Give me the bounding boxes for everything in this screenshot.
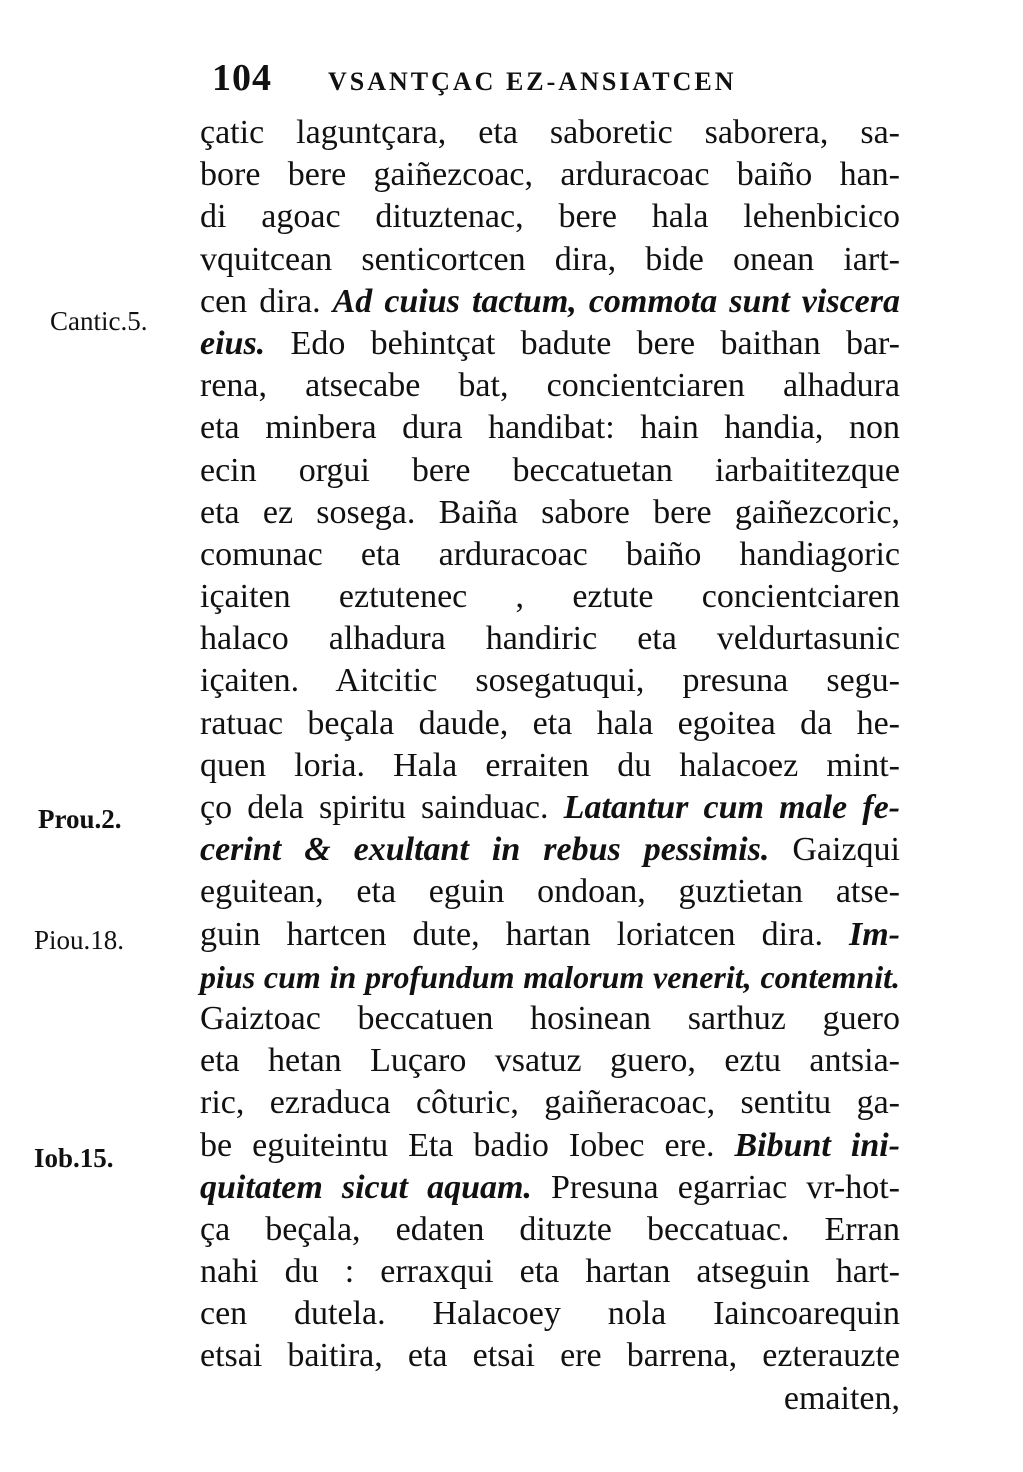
text-line (200, 618, 900, 660)
text-segment: comunac eta arduracoac baiño handiagoric (200, 535, 900, 573)
text-line (200, 956, 900, 998)
text-segment: içaiten eztutenec , eztute concientciaren (200, 578, 900, 616)
text-segment: içaiten. Aitcitic sosegatuqui, presuna segu- (200, 662, 900, 700)
margin-note-iob: Iob.15. (34, 1143, 114, 1173)
text-line (200, 829, 900, 871)
text-line (200, 450, 900, 492)
text-segment: Edo behintçat badute bere baithan bar- (265, 324, 900, 362)
text-segment: nahi du : erraxqui eta hartan atseguin hart- (200, 1253, 900, 1291)
text-line (200, 1082, 900, 1124)
text-line (200, 323, 900, 365)
latin-quote: Latantur cum male fe- (563, 789, 900, 826)
latin-quote: pius cum in profundum malorum venerit, contemnit. (200, 958, 900, 995)
text-line (200, 1040, 900, 1082)
body-text (200, 112, 900, 1420)
text-line (200, 196, 900, 238)
text-segment: di agoac dituztenac, bere hala lehenbicico (200, 198, 900, 236)
text-segment: cen dutela. Halacoey nola Iaincoarequin (200, 1295, 900, 1333)
text-line (200, 492, 900, 534)
text-segment: guin hartcen dute, hartan loriatcen dira. (200, 915, 849, 953)
text-line (200, 703, 900, 745)
text-segment: ecin orgui bere beccatuetan iarbaititezque (200, 451, 900, 489)
text-line (200, 1293, 900, 1335)
text-segment: quen loria. Hala erraiten du halacoez mint- (200, 746, 900, 784)
text-segment: halaco alhadura handiric eta veldurtasunic (200, 620, 900, 658)
text-line (200, 407, 900, 449)
text-segment: çatic laguntçara, eta saboretic saborera, sa- (200, 114, 900, 151)
text-segment: eta hetan Luçaro vsatuz guero, eztu antsia- (200, 1042, 900, 1080)
text-line (200, 365, 900, 407)
text-line (200, 787, 900, 829)
text-line (200, 745, 900, 787)
page-header (212, 56, 852, 100)
text-segment: Gaizqui (769, 831, 900, 869)
text-line (200, 534, 900, 576)
text-segment: cen dira. (200, 282, 333, 320)
latin-quote: cerint & exultant in rebus pessimis. (200, 831, 770, 869)
text-line (200, 660, 900, 702)
latin-quote: Bibunt ini- (734, 1126, 900, 1164)
text-segment: eta minbera dura handibat: hain handia, non (200, 409, 900, 447)
text-line (200, 154, 900, 196)
running-title: VSANTÇAC EZ-ANSIATCEN (328, 67, 737, 96)
text-line (200, 239, 900, 281)
text-line (200, 871, 900, 913)
text-line (200, 1125, 900, 1167)
text-line (200, 1209, 900, 1251)
text-segment: ço dela spiritu sainduac. (200, 789, 564, 826)
text-segment: emaiten, (783, 1379, 900, 1417)
text-segment: Gaiztoac beccatuen hosinean sarthuz guero (200, 999, 900, 1037)
text-segment: etsai baitira, eta etsai ere barrena, ezterauzte (200, 1337, 900, 1375)
text-segment: vquitcean senticortcen dira, bide onean iart- (200, 240, 900, 278)
margin-note-prou-18: Piou.18. (34, 925, 125, 955)
text-segment: ça beçala, edaten dituzte beccatuac. Erran (200, 1210, 900, 1248)
text-line (200, 1335, 900, 1377)
latin-quote: Im- (849, 915, 900, 953)
margin-note-cantic: Cantic.5. (50, 306, 148, 336)
text-line (200, 112, 900, 154)
text-line (200, 914, 900, 956)
text-segment: rena, atsecabe bat, concientciaren alhadura (200, 367, 900, 405)
margin-note-prou-2: Prou.2. (38, 804, 122, 834)
text-segment: ratuac beçala daude, eta hala egoitea da he- (200, 704, 900, 742)
text-segment: eguitean, eta eguin ondoan, guztietan atse- (200, 873, 900, 911)
text-segment: Presuna egarriac vr-hot- (531, 1168, 900, 1206)
text-segment: eta ez sosega. Baiña sabore bere gaiñezcoric, (200, 493, 900, 531)
text-segment: bore bere gaiñezcoac, arduracoac baiño han- (200, 156, 900, 194)
text-line (200, 998, 900, 1040)
text-line (200, 1251, 900, 1293)
page-number: 104 (212, 57, 272, 99)
text-line (200, 281, 900, 323)
latin-quote: quitatem sicut aquam. (200, 1168, 532, 1206)
latin-quote: Ad cuius tactum, commota sunt viscera (332, 282, 900, 320)
text-segment: be eguiteintu Eta badio Iobec ere. (200, 1126, 735, 1164)
text-line (200, 1378, 900, 1420)
text-line (200, 1167, 900, 1209)
text-segment: ric, ezraduca côturic, gaiñeracoac, sentitu ga- (200, 1084, 900, 1122)
text-line (200, 576, 900, 618)
latin-quote: eius. (200, 324, 266, 362)
